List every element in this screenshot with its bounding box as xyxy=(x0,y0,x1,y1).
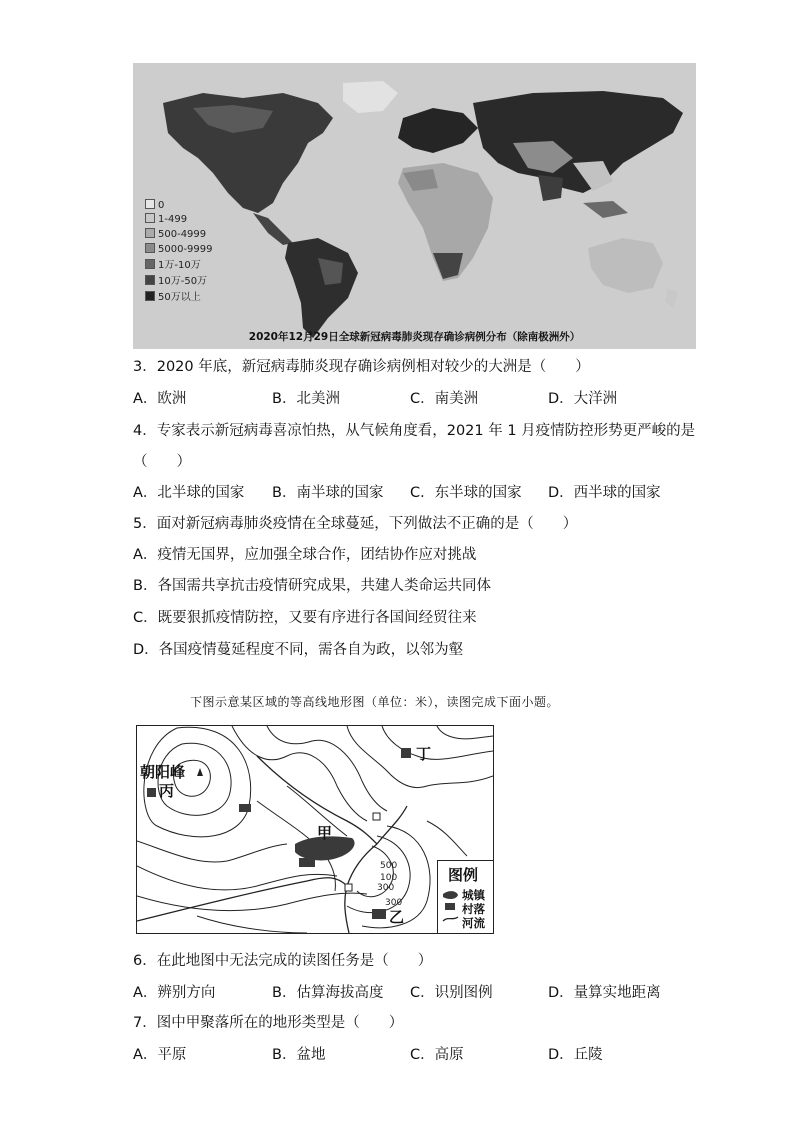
contour-value: 300 xyxy=(377,883,395,893)
contour-value: 100 xyxy=(380,873,398,883)
question-3-stem: 3．2020 年底，新冠病毒肺炎现存确诊病例相对较少的大洲是（ ） xyxy=(133,359,590,375)
bridge-marker xyxy=(345,884,352,891)
q7-option-a[interactable]: A．平原 xyxy=(133,1047,187,1063)
contour-map xyxy=(136,725,494,934)
question-5-stem: 5．面对新冠病毒肺炎疫情在全球蔓延，下列做法不正确的是（ ） xyxy=(133,516,578,532)
legend-entry xyxy=(145,243,213,256)
world-covid-map xyxy=(133,63,696,349)
legend-label: 10万-50万 xyxy=(158,276,208,287)
legend-entry xyxy=(145,291,201,304)
legend-entry xyxy=(145,275,207,288)
contour-intro: 下图示意某区域的等高线地形图（单位：米），读图完成下面小题。 xyxy=(190,695,560,709)
legend-swatch xyxy=(145,213,155,223)
legend-entry xyxy=(145,213,187,226)
contour-value: 500 xyxy=(380,861,398,871)
legend-entry xyxy=(145,199,164,212)
bridge-marker xyxy=(373,813,380,820)
legend-label: 0 xyxy=(158,200,165,211)
q3-option-a[interactable]: A．欧洲 xyxy=(133,391,187,407)
world-map-graphic xyxy=(133,63,696,349)
label-yi: 乙 xyxy=(389,908,405,926)
legend-label: 1-499 xyxy=(158,214,188,225)
q3-option-d[interactable]: D．大洋洲 xyxy=(548,391,618,407)
village-ding xyxy=(401,748,411,758)
question-4-stem-cont: （ ） xyxy=(133,454,191,470)
legend-village: 村落 xyxy=(462,902,485,916)
legend-entry xyxy=(145,259,201,272)
q4-option-c[interactable]: C．东半球的国家 xyxy=(410,485,522,501)
village-bing xyxy=(147,788,156,797)
question-7-stem: 7．图中甲聚落所在的地形类型是（ ） xyxy=(133,1015,404,1031)
q6-option-b[interactable]: B．估算海拔高度 xyxy=(272,985,384,1001)
legend-entry xyxy=(145,228,206,241)
legend-label: 500-4999 xyxy=(158,229,207,240)
contour-value: 300 xyxy=(385,898,403,908)
legend-swatch xyxy=(145,243,155,253)
label-jia: 甲 xyxy=(317,824,333,842)
legend-swatch xyxy=(145,199,155,209)
q5-option-c[interactable]: C．既要狠抓疫情防控，又要有序进行各国间经贸往来 xyxy=(133,610,477,626)
q6-option-c[interactable]: C．识别图例 xyxy=(410,985,493,1001)
legend-swatch xyxy=(145,259,155,269)
label-peak: 朝阳峰 xyxy=(140,763,186,781)
q6-option-a[interactable]: A．辨别方向 xyxy=(133,985,216,1001)
q6-option-d[interactable]: D．量算实地距离 xyxy=(548,985,661,1001)
legend-river: 河流 xyxy=(462,916,485,930)
legend-label: 1万-10万 xyxy=(158,260,201,271)
legend-label: 5000-9999 xyxy=(158,244,213,255)
village xyxy=(239,804,251,812)
q3-option-b[interactable]: B．北美洲 xyxy=(272,391,340,407)
village-jia xyxy=(299,858,315,867)
legend-swatch xyxy=(145,291,155,301)
label-bing: 丙 xyxy=(159,782,175,800)
question-4-stem: 4．专家表示新冠病毒喜凉怕热，从气候角度看，2021 年 1 月疫情防控形势更严峻的是 xyxy=(133,423,696,439)
legend-swatch xyxy=(145,228,155,238)
q5-option-b[interactable]: B．各国需共享抗击疫情研究成果，共建人类命运共同体 xyxy=(133,578,491,594)
village-yi xyxy=(372,909,386,919)
legend-title: 图例 xyxy=(448,866,479,884)
question-6-stem: 6．在此地图中无法完成的读图任务是（ ） xyxy=(133,953,433,969)
q3-option-c[interactable]: C．南美洲 xyxy=(410,391,479,407)
q4-option-b[interactable]: B．南半球的国家 xyxy=(272,485,384,501)
label-ding: 丁 xyxy=(416,745,432,763)
legend-swatch xyxy=(145,275,155,285)
q4-option-a[interactable]: A．北半球的国家 xyxy=(133,485,245,501)
q7-option-c[interactable]: C．高原 xyxy=(410,1047,464,1063)
peak-triangle-icon xyxy=(197,768,203,776)
map-caption: 2020年12月29日全球新冠病毒肺炎现存确诊病例分布（除南极洲外） xyxy=(248,331,581,343)
legend-town: 城镇 xyxy=(462,888,485,902)
q4-option-d[interactable]: D．西半球的国家 xyxy=(548,485,661,501)
legend-label: 50万以上 xyxy=(158,292,201,303)
q5-option-a[interactable]: A．疫情无国界，应加强全球合作，团结协作应对挑战 xyxy=(133,547,477,563)
q7-option-d[interactable]: D．丘陵 xyxy=(548,1047,603,1063)
q7-option-b[interactable]: B．盆地 xyxy=(272,1047,326,1063)
map-legend xyxy=(437,860,494,934)
q5-option-d[interactable]: D．各国疫情蔓延程度不同，需各自为政，以邻为壑 xyxy=(133,642,464,658)
